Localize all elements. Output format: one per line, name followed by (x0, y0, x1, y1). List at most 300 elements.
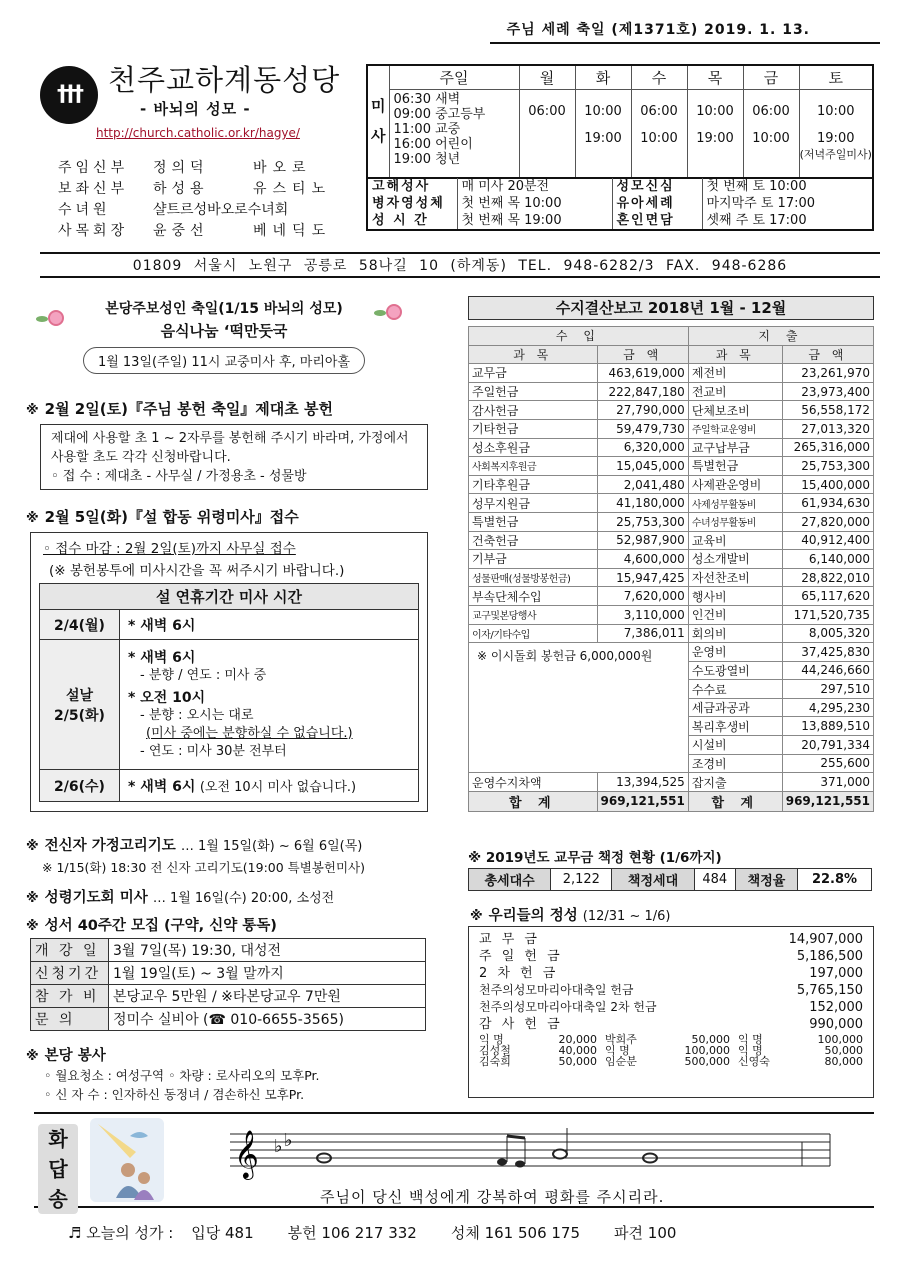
banner-line3: 1월 13일(주일) 11시 교중미사 후, 마리아홀 (83, 347, 365, 374)
hymn-dismissal: 파견 100 (614, 1224, 677, 1242)
thu-times (687, 90, 743, 178)
mass-side-char: 사 (371, 127, 386, 146)
staff-saint: 베네딕도 (253, 223, 332, 239)
sunday-times (389, 90, 519, 178)
holiday-mass: * 새벽 6시 (128, 649, 196, 666)
table-row (469, 457, 874, 476)
bible-course-table (30, 938, 426, 1031)
mass-schedule (366, 64, 874, 179)
response-lyric: 주님이 당신 백성에게 강복하여 평화를 주시리라. (320, 1188, 665, 1206)
donor-amount: 50,000 (691, 1033, 730, 1046)
item-cell: 사회복지후원금 (469, 457, 598, 476)
total-label: 합 계 (688, 791, 782, 811)
church-url-link[interactable]: http://church.catholic.or.kr/hagye/ (96, 126, 300, 140)
bullet-icon: ※ (26, 1049, 39, 1064)
sun-time: 16:00 어린이 (393, 137, 473, 152)
staff-name: 윤중선 (153, 223, 209, 239)
sec3-heading (26, 834, 362, 855)
staff-role: 주임신부 (58, 160, 129, 176)
banner-line2: 음식나눔 ‘떡만둣국 (160, 322, 288, 340)
finance-col-header: 과 목 (469, 345, 598, 364)
donor-name: 익 명 (604, 1044, 630, 1057)
donor-name: 박희주 (604, 1033, 637, 1046)
responsorial-box (34, 1112, 874, 1208)
amount-cell: 4,600,000 (597, 550, 688, 569)
offer-amount: 5,186,500 (796, 949, 863, 964)
mass-time: 10:00 (752, 131, 790, 146)
sec6-line: ◦ 신 자 수 : 인자하신 동정녀 / 겸손하신 모후Pr. (44, 1087, 305, 1102)
amount-cell: 371,000 (782, 773, 873, 792)
church-logo-icon: ††† (40, 66, 98, 124)
sec3-title: 전신자 가정고리기도 (44, 838, 176, 854)
item-cell: 운영수지차액 (469, 773, 598, 792)
sec5-title: 성서 40주간 모집 (구약, 신약 통독) (44, 918, 277, 934)
amount-cell: 297,510 (782, 680, 873, 699)
item-cell: 행사비 (688, 587, 782, 606)
sec6-heading (26, 1044, 106, 1065)
item-cell: 전교비 (688, 382, 782, 401)
church-patron: - 바뇌의 성모 - (140, 100, 251, 118)
address-line: 01809 서울시 노원구 공릉로 58나길 10 (하계동) TEL. 948-6282/3 FAX. 948-6286 (40, 252, 880, 278)
amount-cell: 463,619,000 (597, 364, 688, 383)
amount-cell: 2,041,480 (597, 475, 688, 494)
offer-box (468, 926, 874, 1098)
donor-name: 임순분 (604, 1055, 637, 1068)
donor-amount: 40,000 (558, 1044, 597, 1057)
tithe-title: ※ 2019년도 교무금 책정 현황 (1/6까지) (468, 850, 722, 866)
item-cell: 특별헌금 (469, 512, 598, 531)
service-key: 병자영성체 (367, 195, 457, 212)
offer-label: 교 무 금 (479, 932, 540, 947)
bullet-icon: ※ (26, 511, 39, 526)
donor-amount: 50,000 (824, 1044, 863, 1057)
offer-row (479, 999, 863, 1016)
table-row (469, 643, 874, 662)
offer-amount: 197,000 (809, 966, 863, 981)
holiday-mass-detail: - 연도 : 미사 30분 전부터 (140, 743, 287, 759)
staff-list (58, 158, 358, 242)
hymn-entry: 입당 481 (191, 1224, 254, 1242)
offer-row (479, 982, 863, 999)
amount-cell: 15,400,000 (782, 475, 873, 494)
hymns-line (40, 1222, 880, 1243)
item-cell: 주일학교운영비 (688, 419, 782, 438)
amount-cell: 59,479,730 (597, 419, 688, 438)
amount-cell: 6,140,000 (782, 550, 873, 569)
amount-cell: 40,912,400 (782, 531, 873, 550)
item-cell: 교육비 (688, 531, 782, 550)
course-value: 정미수 실비아 (☎ 010-6655-3565) (109, 1008, 426, 1031)
table-row (469, 587, 874, 606)
sec1-body: 제대에 사용할 초 1 ~ 2자루를 봉헌해 주시기 바라며, 가정에서 사용할 초도 각각 신청바랍니다. (51, 431, 409, 465)
holiday-name: 설날 (65, 687, 94, 704)
bullet-icon: ※ (26, 839, 39, 854)
sec2-note: (※ 봉헌봉투에 미사시간을 꼭 써주시기 바랍니다.) (49, 563, 345, 579)
tithe-value: 2,122 (551, 869, 612, 891)
mass-time: 06:00 (640, 104, 678, 119)
item-cell: 부속단체수입 (469, 587, 598, 606)
table-row (469, 364, 874, 383)
table-row (469, 568, 874, 587)
service-key: 혼인면담 (612, 212, 702, 230)
church-name: 천주교하계동성당 (108, 63, 341, 97)
donor-amount: 20,000 (558, 1033, 597, 1046)
mass-side-label (367, 65, 389, 178)
offer-label: 천주의성모마리아대축일 헌금 (479, 983, 634, 997)
offer-title: 우리들의 정성 (488, 908, 578, 924)
sec2-deadline: ◦ 접수 마감 : 2월 2일(토)까지 사무실 접수 (43, 541, 296, 557)
donor-amount: 100,000 (817, 1033, 863, 1046)
bullet-icon: ※ (26, 919, 39, 934)
amount-cell: 25,753,300 (597, 512, 688, 531)
amount-cell: 8,005,320 (782, 624, 873, 643)
item-cell: 사제관운영비 (688, 475, 782, 494)
day-wed: 수 (631, 65, 687, 90)
item-cell: 기타헌금 (469, 419, 598, 438)
tithe-key: 책정율 (736, 869, 798, 891)
tithe-value: 484 (694, 869, 735, 891)
response-char: 화 (48, 1127, 68, 1151)
finance-col-header: 금 액 (782, 345, 873, 364)
course-key: 참 가 비 (31, 985, 109, 1008)
item-cell: 성소개발비 (688, 550, 782, 569)
mass-time: 10:00 (640, 131, 678, 146)
amount-cell: 27,013,320 (782, 419, 873, 438)
services-table (366, 178, 874, 231)
item-cell: 교무금 (469, 364, 598, 383)
offer-label: 감 사 헌 금 (479, 1017, 563, 1032)
staff-row (58, 158, 358, 179)
offer-label-wrap (479, 948, 563, 965)
table-row (469, 438, 874, 457)
sec1-accept: ◦ 접 수 : 제대초 - 사무실 / 가정용초 - 성물방 (51, 469, 307, 484)
service-key: 성모신심 (612, 178, 702, 195)
table-row (469, 550, 874, 569)
item-cell: 성무지원금 (469, 494, 598, 513)
item-cell: 주일헌금 (469, 382, 598, 401)
sec5-heading (26, 914, 277, 935)
item-cell: 조경비 (688, 754, 782, 773)
donor-amount: 100,000 (684, 1044, 730, 1057)
bullet-icon: ※ (26, 403, 39, 418)
day-thu: 목 (687, 65, 743, 90)
amount-cell: 52,987,900 (597, 531, 688, 550)
staff-role: 사목회장 (58, 223, 129, 239)
holiday-date-text: 2/5(화) (54, 707, 105, 724)
sun-time: 06:30 새벽 (393, 92, 461, 107)
offer-amount: 5,765,150 (796, 983, 863, 998)
staff-name: 샬트르성바오로수녀회 (153, 202, 289, 218)
amount-cell: 7,620,000 (597, 587, 688, 606)
mass-time: 19:00 (696, 131, 734, 146)
mass-time: 06:00 (528, 104, 566, 119)
amount-cell: 20,791,334 (782, 736, 873, 755)
svg-text:♭: ♭ (274, 1136, 283, 1157)
tithe-key: 책정세대 (612, 869, 694, 891)
mass-time: 19:00 (584, 131, 622, 146)
sun-time: 11:00 교중 (393, 122, 461, 137)
service-value: 셋째 주 토 17:00 (706, 213, 807, 228)
holiday-date: 2/4(월) (40, 610, 120, 640)
course-value: 본당교우 5만원 / ※타본당교우 7만원 (109, 985, 426, 1008)
course-key: 신청기간 (31, 962, 109, 985)
amount-cell: 41,180,000 (597, 494, 688, 513)
hymn-communion: 성체 161 506 175 (450, 1224, 581, 1242)
mass-time: 10:00 (584, 104, 622, 119)
bullet-icon: ※ (470, 909, 483, 924)
holiday-mass: * 새벽 6시 (120, 610, 419, 640)
offer-period: (12/31 ~ 1/6) (582, 909, 671, 924)
table-row (469, 512, 874, 531)
item-cell: 성소후원금 (469, 438, 598, 457)
tithe-value: 22.8% (798, 869, 872, 891)
amount-cell: 13,394,525 (597, 773, 688, 792)
sec1-title: 2월 2일(토)『주님 봉헌 축일』제대초 봉헌 (44, 400, 333, 418)
feast-banner (26, 290, 422, 376)
holiday-mass-detail: - 분향 / 연도 : 미사 중 (140, 667, 267, 683)
staff-row (58, 221, 358, 242)
table-row (469, 401, 874, 420)
table-row (469, 624, 874, 643)
amount-cell: 23,261,970 (782, 364, 873, 383)
hymns-label: ♬ 오늘의 성가 : (68, 1224, 174, 1242)
wed-times (631, 90, 687, 178)
offer-row (479, 931, 863, 948)
item-cell: 시설비 (688, 736, 782, 755)
offer-label-wrap (479, 982, 634, 999)
amount-cell: 65,117,620 (782, 587, 873, 606)
service-value: 매 미사 20분전 (457, 178, 612, 195)
total-amount: 969,121,551 (782, 791, 873, 811)
issue-line: 주님 세례 축일 (제1371호) 2019. 1. 13. (490, 18, 880, 44)
staff-saint: 유스티노 (253, 181, 332, 197)
sat-note: (저녁주일미사) (799, 148, 872, 161)
day-sat: 토 (799, 65, 873, 90)
dove-icon (90, 1118, 164, 1202)
item-cell: 교구및본당행사 (469, 605, 598, 624)
holiday-mass: * 새벽 6시 (128, 778, 196, 795)
finance-col-header: 과 목 (688, 345, 782, 364)
course-key: 문 의 (31, 1008, 109, 1031)
day-sun: 주일 (389, 65, 519, 90)
item-cell: 복리후생비 (688, 717, 782, 736)
mass-time: 10:00 (696, 104, 734, 119)
item-cell: 단체보조비 (688, 401, 782, 420)
holiday-mass-detail: - 분향 : 오시는 대로 (140, 707, 254, 723)
course-value: 1월 19일(토) ~ 3월 말까지 (109, 962, 426, 985)
holiday-mass-table (39, 583, 419, 802)
item-cell: 인건비 (688, 605, 782, 624)
amount-cell: 13,889,510 (782, 717, 873, 736)
amount-cell: 171,520,735 (782, 605, 873, 624)
day-fri: 금 (743, 65, 799, 90)
item-cell: 운영비 (688, 643, 782, 662)
service-value: 첫 번째 목 10:00 (457, 195, 612, 212)
finance-table (468, 326, 874, 812)
svg-text:𝄞: 𝄞 (234, 1129, 259, 1178)
offer-label-wrap (479, 965, 558, 982)
amount-cell: 7,386,011 (597, 624, 688, 643)
total-label: 합 계 (469, 791, 598, 811)
amount-cell: 4,295,230 (782, 698, 873, 717)
music-staff (230, 1118, 840, 1182)
item-cell: 성물판매(성물방봉헌금) (469, 568, 598, 587)
donor-name: 익 명 (737, 1033, 763, 1046)
item-cell: 잡지출 (688, 773, 782, 792)
sec3-dates: … 1월 15일(화) ~ 6월 6일(목) (180, 839, 363, 854)
service-value: 첫 번째 토 10:00 (706, 179, 807, 194)
svg-text:♭: ♭ (284, 1130, 293, 1151)
finance-note: ※ 이시돌회 봉헌금 6,000,000원 (469, 643, 689, 773)
sec4-title: 성령기도회 미사 (44, 890, 148, 906)
table-row (469, 475, 874, 494)
service-key: 고해성사 (367, 178, 457, 195)
banner-line1: 본당주보성인 축일(1/15 바뇌의 성모) (105, 301, 343, 317)
donor-name: 익 명 (479, 1033, 504, 1046)
amount-cell: 222,847,180 (597, 382, 688, 401)
sec1-heading (26, 398, 333, 419)
item-cell: 제전비 (688, 364, 782, 383)
table-row (469, 419, 874, 438)
sec3-sub: ※ 1/15(화) 18:30 전 신자 고리기도(19:00 특별봉헌미사) (42, 860, 365, 875)
total-amount: 969,121,551 (597, 791, 688, 811)
mass-time: 06:00 (752, 104, 790, 119)
mon-times (519, 90, 575, 178)
service-key: 유아세례 (612, 195, 702, 212)
staff-saint: 바오로 (253, 160, 312, 176)
sun-time: 19:00 청년 (393, 152, 461, 167)
day-tue: 화 (575, 65, 631, 90)
tithe-key: 총세대수 (469, 869, 551, 891)
amount-cell: 25,753,300 (782, 457, 873, 476)
staff-role: 수녀원 (58, 202, 111, 218)
holiday-mass-detail: (오전 10시 미사 없습니다.) (199, 779, 357, 795)
amount-cell: 15,045,000 (597, 457, 688, 476)
response-char: 답 (48, 1157, 68, 1181)
mass-time: 10:00 (817, 104, 855, 119)
offer-label: 주 일 헌 금 (479, 949, 563, 964)
amount-cell: 27,820,000 (782, 512, 873, 531)
holiday-date: 2/6(수) (40, 770, 120, 802)
day-mon: 월 (519, 65, 575, 90)
bullet-icon: ※ (26, 891, 39, 906)
item-cell: 사제성무활동비 (688, 494, 782, 513)
amount-cell: 6,320,000 (597, 438, 688, 457)
service-value: 마지막주 토 17:00 (706, 196, 816, 211)
amount-cell: 3,110,000 (597, 605, 688, 624)
finance-title: 수지결산보고 2018년 1월 - 12월 (468, 296, 874, 320)
offer-label: 천주의성모마리아대축일 2차 헌금 (479, 1000, 657, 1014)
offer-row (479, 948, 863, 965)
item-cell: 감사헌금 (469, 401, 598, 420)
amount-cell: 28,822,010 (782, 568, 873, 587)
income-header: 수 입 (469, 327, 689, 346)
donor-name: 신영숙 (737, 1055, 770, 1068)
sat-times (799, 90, 873, 178)
total-row (469, 791, 874, 811)
item-cell: 자선찬조비 (688, 568, 782, 587)
item-cell: 건축헌금 (469, 531, 598, 550)
course-value: 3월 7일(목) 19:30, 대성전 (109, 939, 426, 962)
flower-icon (48, 310, 64, 326)
sec6-body (44, 1066, 320, 1104)
donor-name: 김성철 (479, 1044, 511, 1057)
mass-time: 19:00 (817, 131, 855, 146)
staff-row (58, 200, 358, 221)
sec1-box (40, 424, 428, 490)
offer-amount: 14,907,000 (788, 932, 863, 947)
donor-amount: 80,000 (824, 1055, 863, 1068)
offer-row (479, 965, 863, 982)
table-row (469, 382, 874, 401)
offer-label-wrap (479, 999, 657, 1016)
service-value: 첫 번째 목 19:00 (457, 212, 612, 230)
holiday-table-title: 설 연휴기간 미사 시간 (40, 584, 419, 610)
response-label (38, 1124, 78, 1214)
donor-amount: 500,000 (684, 1055, 730, 1068)
offer-amount: 152,000 (809, 1000, 863, 1015)
item-cell: 수도광열비 (688, 661, 782, 680)
offer-label-wrap (479, 1016, 563, 1033)
tue-times (575, 90, 631, 178)
response-char: 송 (48, 1187, 68, 1211)
service-key: 성 시 간 (367, 212, 457, 230)
staff-row (58, 179, 358, 200)
holiday-date (40, 640, 120, 770)
table-row (469, 773, 874, 792)
table-row (469, 494, 874, 513)
holiday-mass-detail: (미사 중에는 분향하실 수 없습니다.) (146, 725, 353, 741)
finance-col-header: 금 액 (597, 345, 688, 364)
item-cell: 회의비 (688, 624, 782, 643)
amount-cell: 265,316,000 (782, 438, 873, 457)
amount-cell: 23,973,400 (782, 382, 873, 401)
sun-time: 09:00 중고등부 (393, 107, 486, 122)
tithe-table (468, 868, 872, 891)
item-cell: 기부금 (469, 550, 598, 569)
hymn-offertory: 봉헌 106 217 332 (287, 1224, 417, 1242)
offer-amount: 990,000 (809, 1017, 863, 1032)
donor-name: 익 명 (737, 1044, 763, 1057)
sec4-heading (26, 886, 334, 907)
item-cell: 기타후원금 (469, 475, 598, 494)
item-cell: 수녀성무활동비 (688, 512, 782, 531)
amount-cell: 61,934,630 (782, 494, 873, 513)
offer-label-wrap (479, 931, 540, 948)
amount-cell: 15,947,425 (597, 568, 688, 587)
amount-cell: 37,425,830 (782, 643, 873, 662)
sec4-dates: … 1월 16일(수) 20:00, 소성전 (152, 891, 335, 906)
item-cell: 세금과공과 (688, 698, 782, 717)
staff-name: 정의덕 (153, 160, 209, 176)
expense-header: 지 출 (688, 327, 873, 346)
donor-name: 김숙희 (479, 1055, 511, 1068)
sec2-box (30, 532, 428, 812)
offer-row (479, 1016, 863, 1033)
donor-amount: 50,000 (558, 1055, 597, 1068)
amount-cell: 44,246,660 (782, 661, 873, 680)
staff-name: 하성용 (153, 181, 209, 197)
item-cell: 이자/기타수입 (469, 624, 598, 643)
sec2-heading (26, 506, 299, 527)
item-cell: 수수료 (688, 680, 782, 699)
amount-cell: 56,558,172 (782, 401, 873, 420)
offer-heading (470, 904, 670, 925)
item-cell: 특별헌금 (688, 457, 782, 476)
course-key: 개 강 일 (31, 939, 109, 962)
amount-cell: 27,790,000 (597, 401, 688, 420)
mass-side-char: 미 (371, 97, 386, 116)
